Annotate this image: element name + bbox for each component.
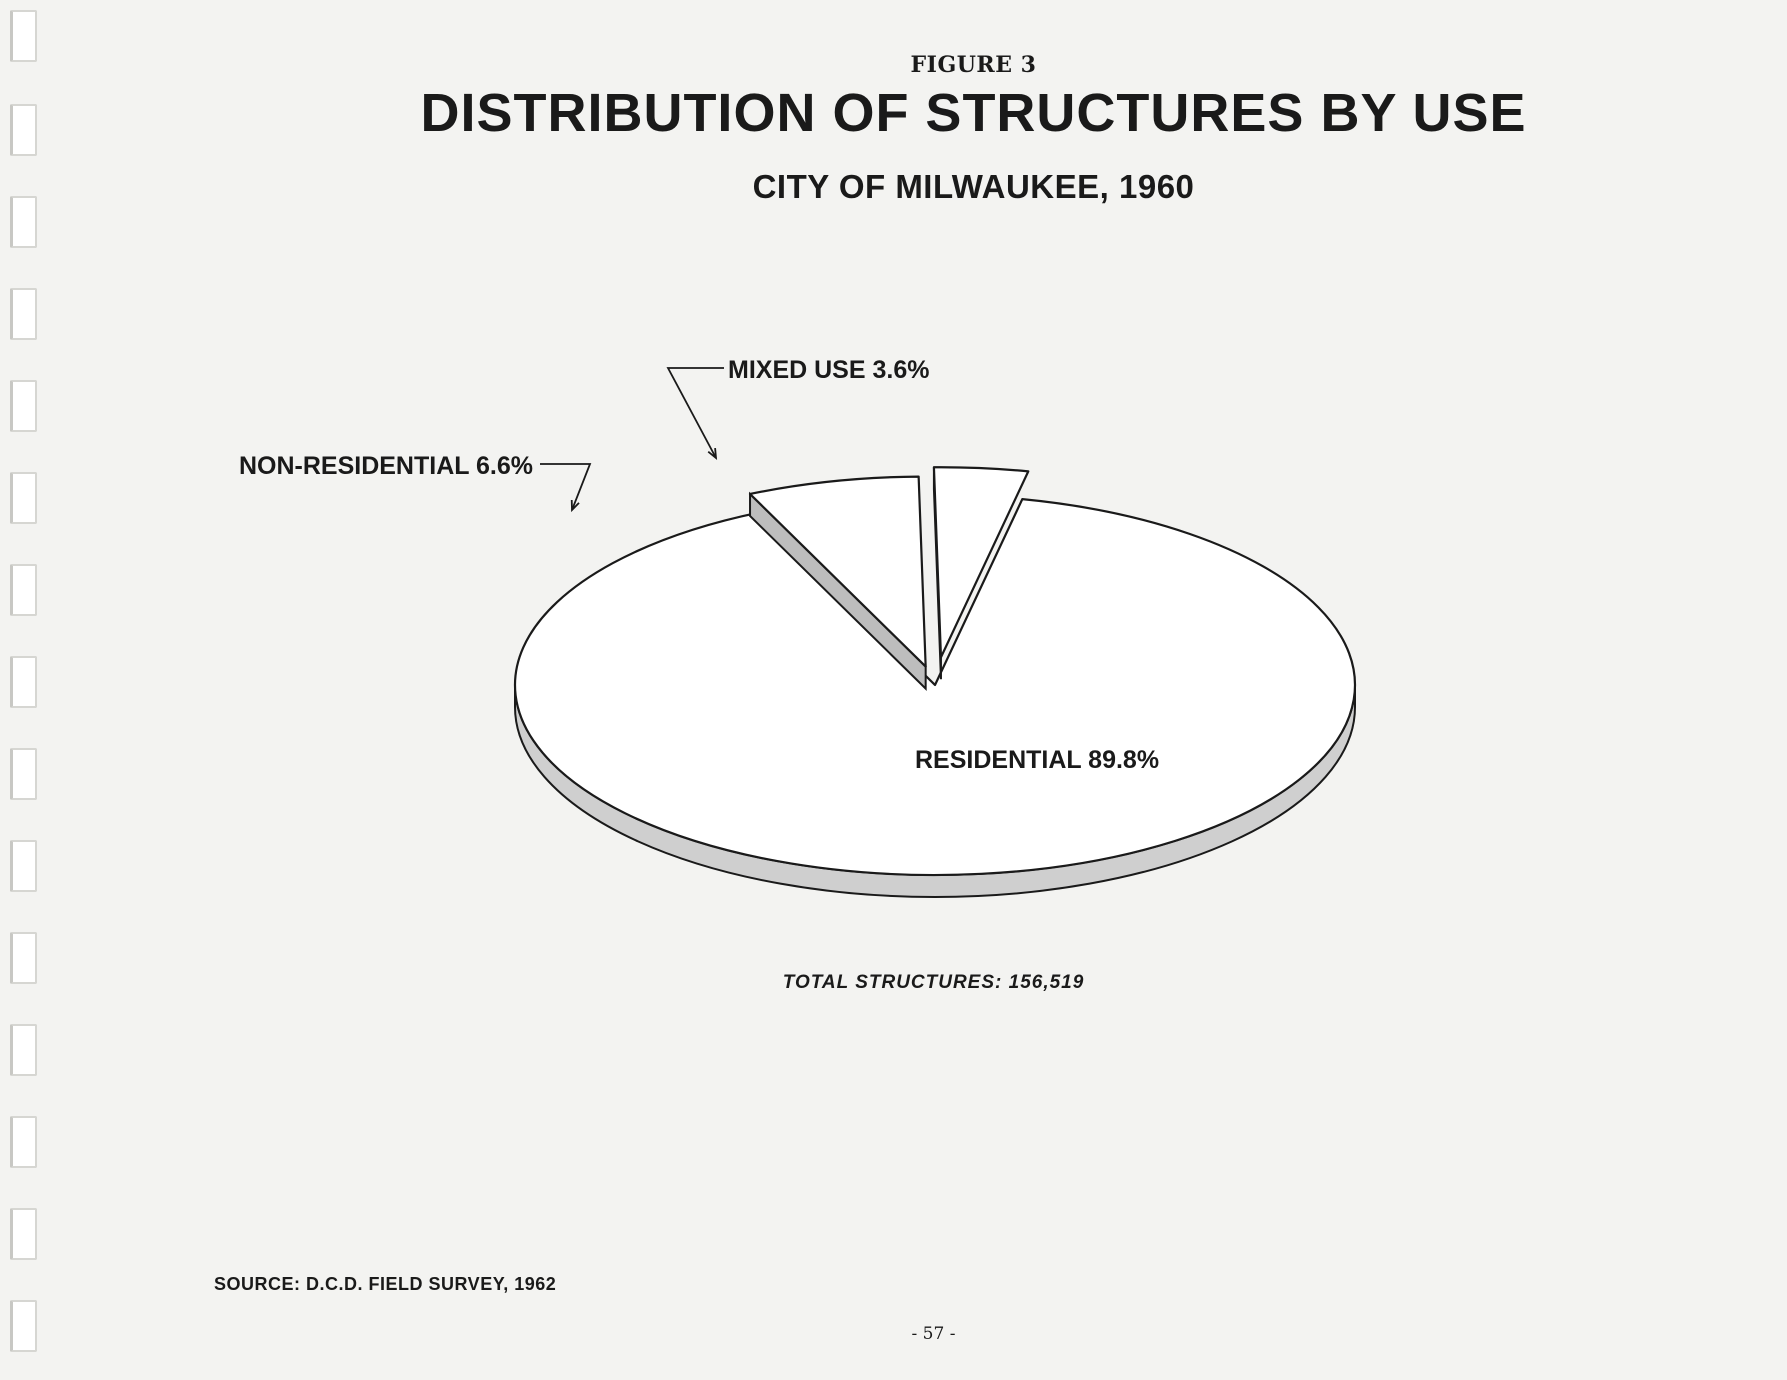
label-non-residential-leader bbox=[540, 464, 590, 510]
pie-slices bbox=[515, 467, 1355, 897]
page-number: - 57 - bbox=[911, 1324, 956, 1344]
chart-subtitle: CITY OF MILWAUKEE, 1960 bbox=[752, 168, 1195, 205]
chart-title: DISTRIBUTION OF STRUCTURES BY USE bbox=[420, 83, 1527, 143]
slice-residential bbox=[515, 499, 1355, 897]
label-non-residential: NON-RESIDENTIAL 6.6% bbox=[238, 452, 533, 480]
source-note: SOURCE: D.C.D. FIELD SURVEY, 1962 bbox=[214, 1274, 557, 1294]
label-mixed-use-leader bbox=[668, 368, 724, 458]
label-mixed-use: MIXED USE 3.6% bbox=[728, 356, 930, 384]
figure-label: FIGURE 3 bbox=[910, 52, 1037, 78]
label-residential: RESIDENTIAL 89.8% bbox=[915, 746, 1160, 774]
total-structures: TOTAL STRUCTURES: 156,519 bbox=[782, 972, 1085, 993]
